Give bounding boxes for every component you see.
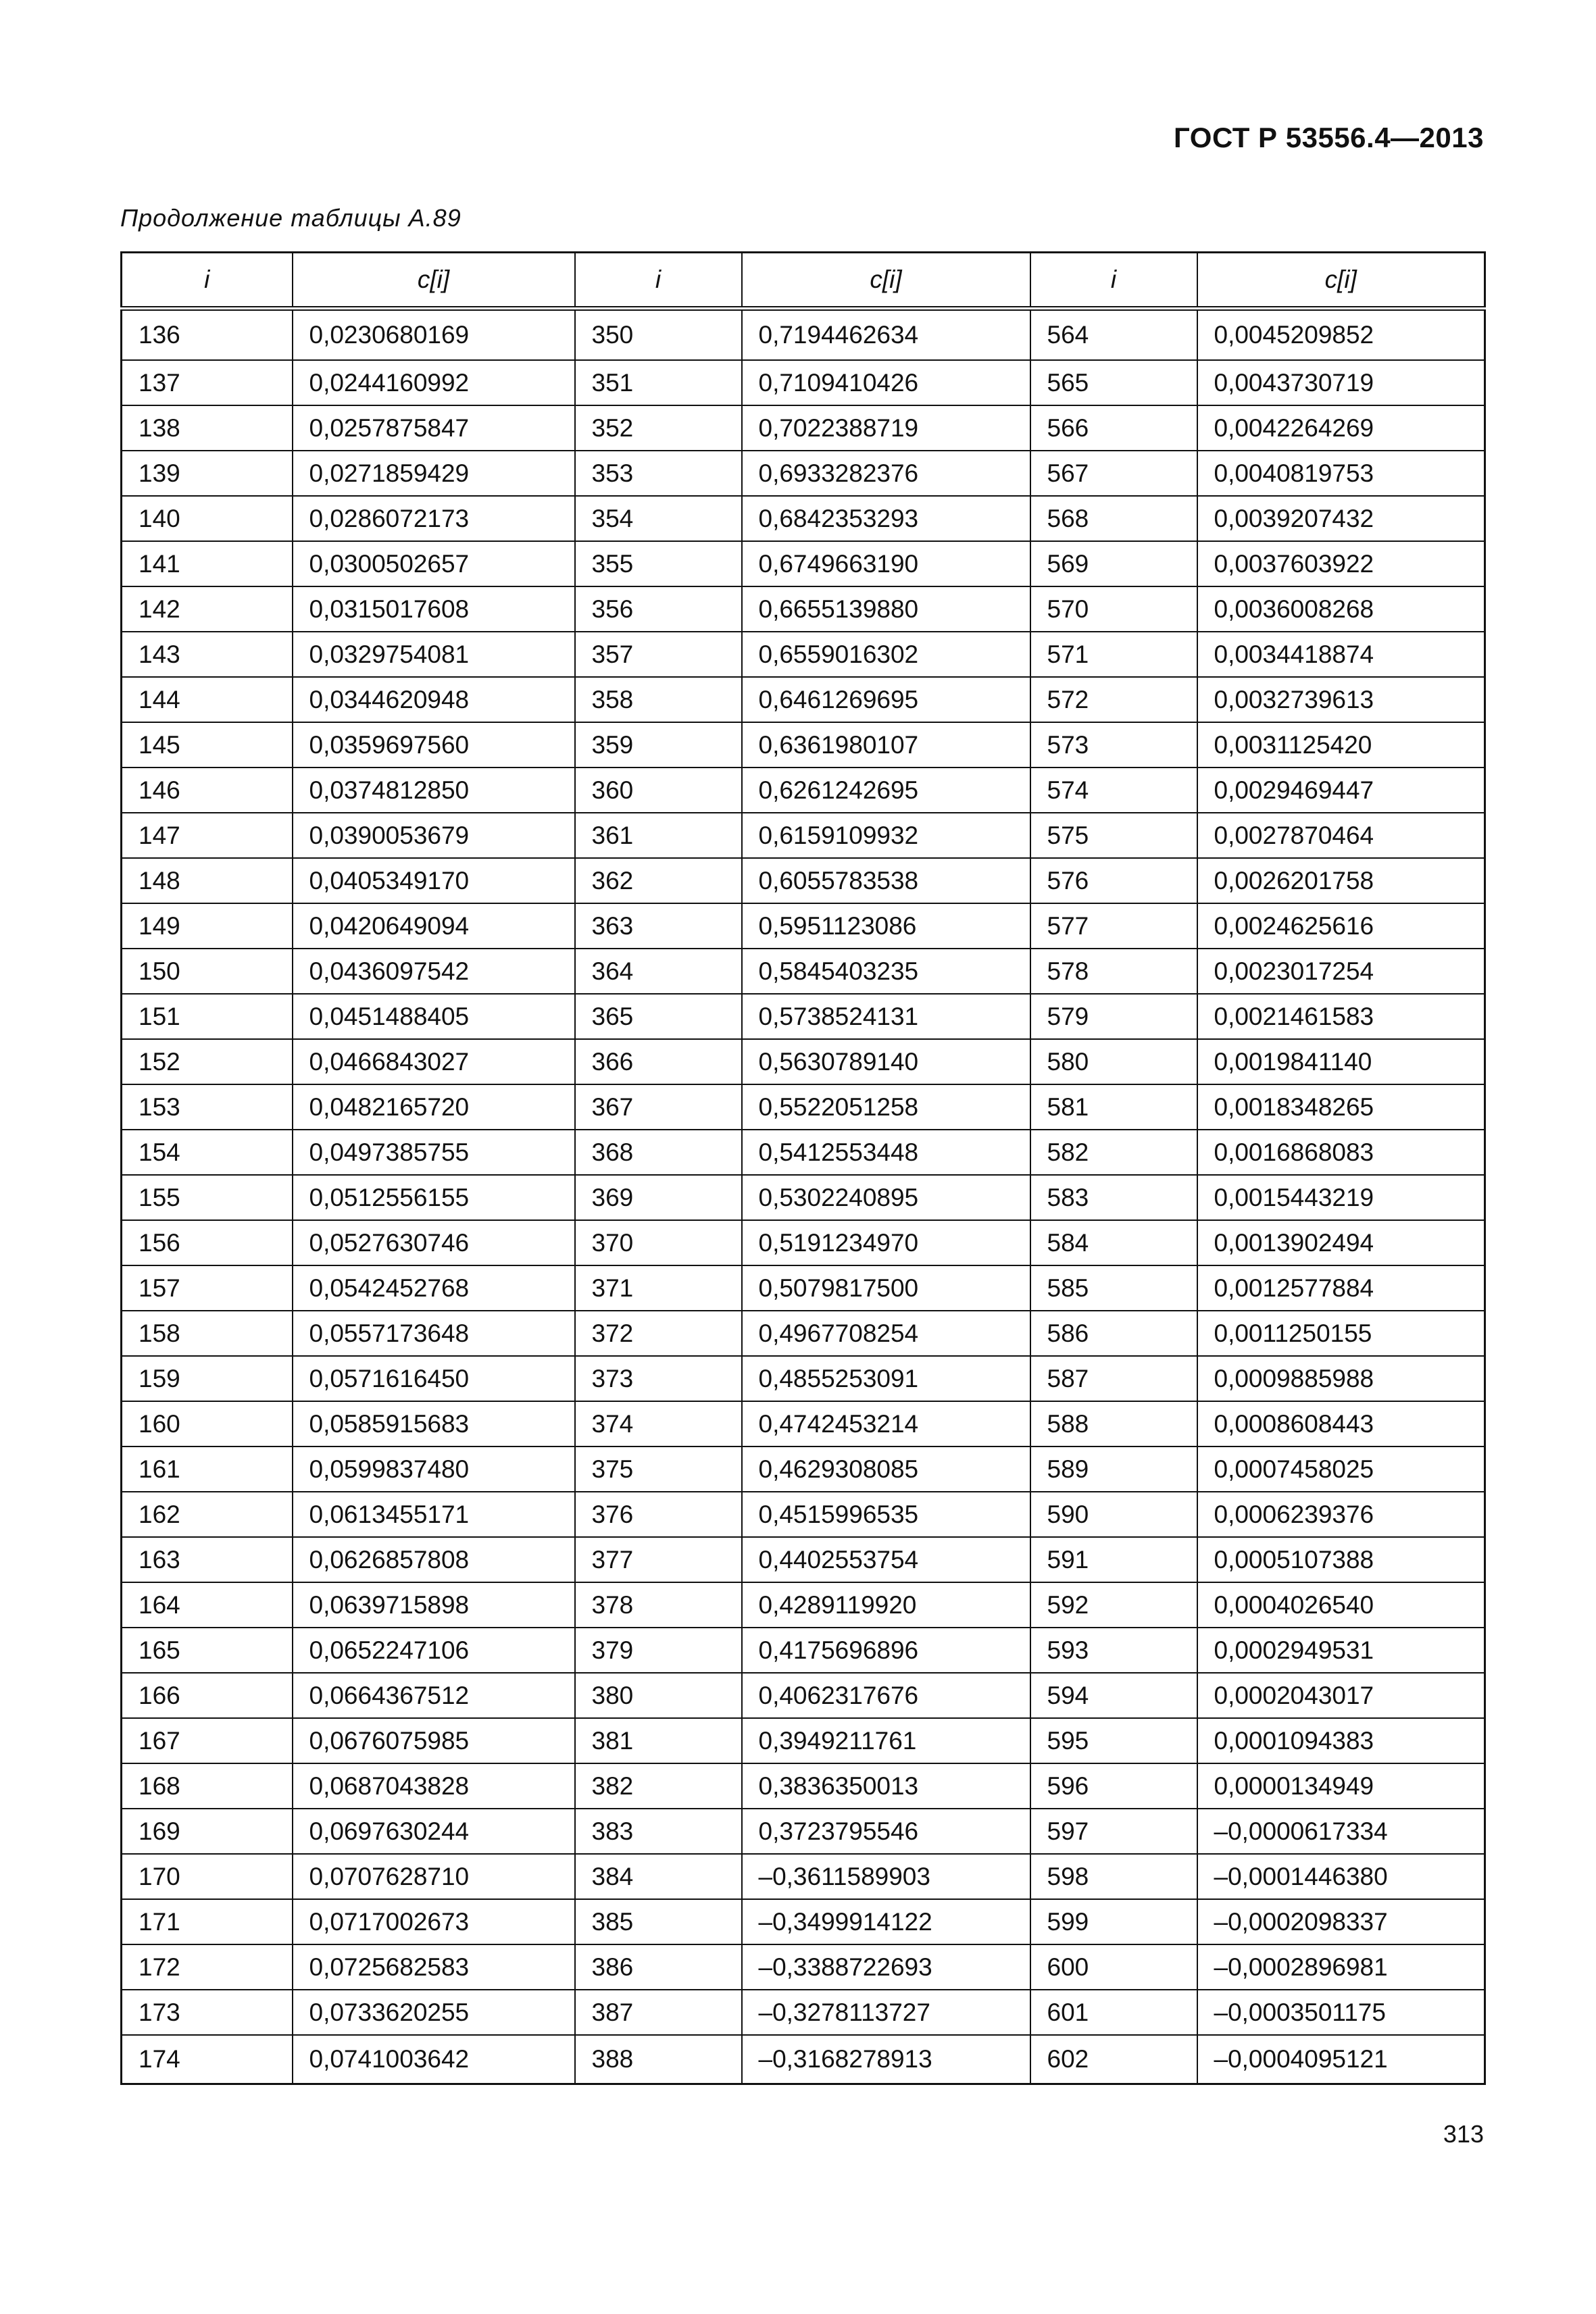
index-cell: 136 xyxy=(122,309,293,361)
table-row xyxy=(122,405,1485,451)
coefficient-cell: –0,3499914122 xyxy=(742,1899,1030,1944)
index-cell: 141 xyxy=(122,541,293,586)
table-row xyxy=(122,1039,1485,1084)
coefficient-cell: –0,0003501175 xyxy=(1197,1990,1485,2035)
index-cell: 574 xyxy=(1030,768,1197,813)
index-cell: 372 xyxy=(575,1311,742,1356)
coefficient-cell: 0,6055783538 xyxy=(742,858,1030,903)
index-cell: 597 xyxy=(1030,1809,1197,1854)
coefficient-cell: 0,0676075985 xyxy=(293,1718,575,1763)
coefficient-cell: 0,0001094383 xyxy=(1197,1718,1485,1763)
index-cell: 583 xyxy=(1030,1175,1197,1220)
index-cell: 171 xyxy=(122,1899,293,1944)
coefficient-cell: 0,0004026540 xyxy=(1197,1582,1485,1628)
index-cell: 387 xyxy=(575,1990,742,2035)
coefficient-cell: 0,7194462634 xyxy=(742,309,1030,361)
index-cell: 162 xyxy=(122,1492,293,1537)
coefficient-cell: 0,5412553448 xyxy=(742,1130,1030,1175)
table-row xyxy=(122,1265,1485,1311)
index-cell: 587 xyxy=(1030,1356,1197,1401)
index-cell: 166 xyxy=(122,1673,293,1718)
table-row xyxy=(122,1809,1485,1854)
header-row xyxy=(122,253,1485,309)
index-cell: 567 xyxy=(1030,451,1197,496)
index-cell: 172 xyxy=(122,1944,293,1990)
index-cell: 170 xyxy=(122,1854,293,1899)
table-row xyxy=(122,768,1485,813)
table-caption: Продолжение таблицы А.89 xyxy=(120,204,462,232)
coefficient-cell: 0,7109410426 xyxy=(742,360,1030,405)
coefficient-cell: 0,0002949531 xyxy=(1197,1628,1485,1673)
coefficient-cell: 0,7022388719 xyxy=(742,405,1030,451)
coefficient-cell: 0,6749663190 xyxy=(742,541,1030,586)
coefficient-cell: 0,0271859429 xyxy=(293,451,575,496)
coefficient-cell: 0,0664367512 xyxy=(293,1673,575,1718)
coefficient-cell: 0,6842353293 xyxy=(742,496,1030,541)
index-cell: 369 xyxy=(575,1175,742,1220)
coefficient-cell: 0,5738524131 xyxy=(742,994,1030,1039)
coefficient-cell: 0,0697630244 xyxy=(293,1809,575,1854)
table-row xyxy=(122,994,1485,1039)
table-row xyxy=(122,949,1485,994)
column-header-coefficient-2: c[i] xyxy=(742,253,1030,309)
index-cell: 155 xyxy=(122,1175,293,1220)
coefficient-cell: 0,0300502657 xyxy=(293,541,575,586)
index-cell: 373 xyxy=(575,1356,742,1401)
index-cell: 380 xyxy=(575,1673,742,1718)
index-cell: 142 xyxy=(122,586,293,632)
coefficient-cell: 0,0626857808 xyxy=(293,1537,575,1582)
coefficient-cell: 0,0040819753 xyxy=(1197,451,1485,496)
index-cell: 581 xyxy=(1030,1084,1197,1130)
coefficient-cell: 0,0002043017 xyxy=(1197,1673,1485,1718)
table-body xyxy=(122,309,1485,2084)
table-row xyxy=(122,677,1485,722)
coefficient-cell: 0,5951123086 xyxy=(742,903,1030,949)
index-cell: 169 xyxy=(122,1809,293,1854)
index-cell: 150 xyxy=(122,949,293,994)
coefficient-cell: –0,0002896981 xyxy=(1197,1944,1485,1990)
index-cell: 381 xyxy=(575,1718,742,1763)
index-cell: 383 xyxy=(575,1809,742,1854)
index-cell: 351 xyxy=(575,360,742,405)
coefficient-table xyxy=(120,251,1486,2085)
index-cell: 588 xyxy=(1030,1401,1197,1447)
index-cell: 158 xyxy=(122,1311,293,1356)
index-cell: 600 xyxy=(1030,1944,1197,1990)
coefficient-cell: 0,0012577884 xyxy=(1197,1265,1485,1311)
index-cell: 566 xyxy=(1030,405,1197,451)
index-cell: 582 xyxy=(1030,1130,1197,1175)
index-cell: 164 xyxy=(122,1582,293,1628)
coefficient-cell: 0,0037603922 xyxy=(1197,541,1485,586)
coefficient-cell: 0,0043730719 xyxy=(1197,360,1485,405)
coefficient-cell: 0,0390053679 xyxy=(293,813,575,858)
index-cell: 174 xyxy=(122,2035,293,2084)
coefficient-cell: 0,6933282376 xyxy=(742,451,1030,496)
table-row xyxy=(122,1084,1485,1130)
coefficient-cell: 0,0359697560 xyxy=(293,722,575,768)
index-cell: 157 xyxy=(122,1265,293,1311)
table-header xyxy=(122,253,1485,309)
coefficient-cell: 0,0436097542 xyxy=(293,949,575,994)
index-cell: 152 xyxy=(122,1039,293,1084)
index-cell: 368 xyxy=(575,1130,742,1175)
table-row xyxy=(122,1944,1485,1990)
coefficient-cell: 0,0009885988 xyxy=(1197,1356,1485,1401)
coefficient-cell: 0,0374812850 xyxy=(293,768,575,813)
coefficient-cell: 0,0005107388 xyxy=(1197,1537,1485,1582)
table-row xyxy=(122,1582,1485,1628)
index-cell: 356 xyxy=(575,586,742,632)
coefficient-cell: 0,0024625616 xyxy=(1197,903,1485,949)
table-row xyxy=(122,1356,1485,1401)
coefficient-cell: 0,5630789140 xyxy=(742,1039,1030,1084)
coefficient-cell: 0,4175696896 xyxy=(742,1628,1030,1673)
table-row xyxy=(122,1447,1485,1492)
table-row xyxy=(122,496,1485,541)
coefficient-cell: 0,0286072173 xyxy=(293,496,575,541)
index-cell: 598 xyxy=(1030,1854,1197,1899)
coefficient-cell: 0,4629308085 xyxy=(742,1447,1030,1492)
index-cell: 159 xyxy=(122,1356,293,1401)
table-row xyxy=(122,360,1485,405)
coefficient-cell: 0,6655139880 xyxy=(742,586,1030,632)
table-row xyxy=(122,632,1485,677)
index-cell: 144 xyxy=(122,677,293,722)
index-cell: 350 xyxy=(575,309,742,361)
index-cell: 137 xyxy=(122,360,293,405)
coefficient-cell: 0,0011250155 xyxy=(1197,1311,1485,1356)
coefficient-cell: 0,0585915683 xyxy=(293,1401,575,1447)
index-cell: 352 xyxy=(575,405,742,451)
index-cell: 138 xyxy=(122,405,293,451)
coefficient-cell: 0,0034418874 xyxy=(1197,632,1485,677)
index-cell: 592 xyxy=(1030,1582,1197,1628)
coefficient-cell: 0,0344620948 xyxy=(293,677,575,722)
coefficient-cell: –0,3168278913 xyxy=(742,2035,1030,2084)
index-cell: 577 xyxy=(1030,903,1197,949)
index-cell: 569 xyxy=(1030,541,1197,586)
column-header-index-1: i xyxy=(122,253,293,309)
index-cell: 585 xyxy=(1030,1265,1197,1311)
index-cell: 386 xyxy=(575,1944,742,1990)
coefficient-cell: 0,0717002673 xyxy=(293,1899,575,1944)
index-cell: 378 xyxy=(575,1582,742,1628)
index-cell: 168 xyxy=(122,1763,293,1809)
coefficient-cell: 0,0019841140 xyxy=(1197,1039,1485,1084)
coefficient-cell: 0,0015443219 xyxy=(1197,1175,1485,1220)
index-cell: 379 xyxy=(575,1628,742,1673)
table-row xyxy=(122,451,1485,496)
coefficient-cell: 0,5191234970 xyxy=(742,1220,1030,1265)
coefficient-cell: 0,0733620255 xyxy=(293,1990,575,2035)
coefficient-cell: 0,5079817500 xyxy=(742,1265,1030,1311)
index-cell: 363 xyxy=(575,903,742,949)
coefficient-cell: 0,0405349170 xyxy=(293,858,575,903)
coefficient-cell: 0,0542452768 xyxy=(293,1265,575,1311)
table-row xyxy=(122,1990,1485,2035)
coefficient-cell: 0,6559016302 xyxy=(742,632,1030,677)
table-row xyxy=(122,1718,1485,1763)
index-cell: 578 xyxy=(1030,949,1197,994)
coefficient-cell: 0,0230680169 xyxy=(293,309,575,361)
coefficient-cell: 0,0026201758 xyxy=(1197,858,1485,903)
index-cell: 589 xyxy=(1030,1447,1197,1492)
table-row xyxy=(122,541,1485,586)
index-cell: 163 xyxy=(122,1537,293,1582)
column-header-index-3: i xyxy=(1030,253,1197,309)
column-header-index-2: i xyxy=(575,253,742,309)
coefficient-cell: 0,0687043828 xyxy=(293,1763,575,1809)
table-row xyxy=(122,1537,1485,1582)
index-cell: 596 xyxy=(1030,1763,1197,1809)
index-cell: 354 xyxy=(575,496,742,541)
index-cell: 151 xyxy=(122,994,293,1039)
coefficient-cell: 0,3949211761 xyxy=(742,1718,1030,1763)
index-cell: 355 xyxy=(575,541,742,586)
coefficient-cell: 0,0006239376 xyxy=(1197,1492,1485,1537)
index-cell: 575 xyxy=(1030,813,1197,858)
coefficient-cell: 0,0007458025 xyxy=(1197,1447,1485,1492)
index-cell: 140 xyxy=(122,496,293,541)
table-row xyxy=(122,1628,1485,1673)
index-cell: 565 xyxy=(1030,360,1197,405)
coefficient-cell: 0,4742453214 xyxy=(742,1401,1030,1447)
coefficient-cell: 0,0707628710 xyxy=(293,1854,575,1899)
index-cell: 576 xyxy=(1030,858,1197,903)
coefficient-cell: 0,5845403235 xyxy=(742,949,1030,994)
index-cell: 376 xyxy=(575,1492,742,1537)
coefficient-cell: –0,3278113727 xyxy=(742,1990,1030,2035)
coefficient-cell: 0,0016868083 xyxy=(1197,1130,1485,1175)
index-cell: 160 xyxy=(122,1401,293,1447)
coefficient-cell: 0,4062317676 xyxy=(742,1673,1030,1718)
index-cell: 366 xyxy=(575,1039,742,1084)
index-cell: 584 xyxy=(1030,1220,1197,1265)
table-row xyxy=(122,1763,1485,1809)
coefficient-cell: 0,0451488405 xyxy=(293,994,575,1039)
table-row xyxy=(122,1175,1485,1220)
coefficient-cell: –0,0002098337 xyxy=(1197,1899,1485,1944)
table-row xyxy=(122,586,1485,632)
coefficient-cell: 0,0027870464 xyxy=(1197,813,1485,858)
coefficient-cell: 0,0045209852 xyxy=(1197,309,1485,361)
table-row xyxy=(122,1899,1485,1944)
coefficient-cell: 0,0613455171 xyxy=(293,1492,575,1537)
table-row xyxy=(122,1311,1485,1356)
index-cell: 382 xyxy=(575,1763,742,1809)
coefficient-cell: 0,0599837480 xyxy=(293,1447,575,1492)
coefficient-cell: 0,0466843027 xyxy=(293,1039,575,1084)
table-row xyxy=(122,2035,1485,2084)
coefficient-cell: 0,0032739613 xyxy=(1197,677,1485,722)
coefficient-cell: 0,6261242695 xyxy=(742,768,1030,813)
coefficient-cell: 0,0018348265 xyxy=(1197,1084,1485,1130)
index-cell: 572 xyxy=(1030,677,1197,722)
index-cell: 377 xyxy=(575,1537,742,1582)
column-header-coefficient-1: c[i] xyxy=(293,253,575,309)
index-cell: 590 xyxy=(1030,1492,1197,1537)
coefficient-cell: 0,0013902494 xyxy=(1197,1220,1485,1265)
coefficient-cell: 0,0244160992 xyxy=(293,360,575,405)
index-cell: 579 xyxy=(1030,994,1197,1039)
coefficient-cell: –0,3388722693 xyxy=(742,1944,1030,1990)
table-row xyxy=(122,813,1485,858)
coefficient-cell: 0,0329754081 xyxy=(293,632,575,677)
index-cell: 564 xyxy=(1030,309,1197,361)
coefficient-cell: 0,0042264269 xyxy=(1197,405,1485,451)
table-row xyxy=(122,1673,1485,1718)
table-row xyxy=(122,1401,1485,1447)
coefficient-cell: 0,0571616450 xyxy=(293,1356,575,1401)
index-cell: 173 xyxy=(122,1990,293,2035)
coefficient-cell: 0,0420649094 xyxy=(293,903,575,949)
coefficient-cell: 0,0497385755 xyxy=(293,1130,575,1175)
index-cell: 165 xyxy=(122,1628,293,1673)
index-cell: 375 xyxy=(575,1447,742,1492)
index-cell: 570 xyxy=(1030,586,1197,632)
index-cell: 161 xyxy=(122,1447,293,1492)
index-cell: 384 xyxy=(575,1854,742,1899)
index-cell: 385 xyxy=(575,1899,742,1944)
coefficient-cell: 0,0741003642 xyxy=(293,2035,575,2084)
index-cell: 371 xyxy=(575,1265,742,1311)
index-cell: 374 xyxy=(575,1401,742,1447)
coefficient-cell: 0,0023017254 xyxy=(1197,949,1485,994)
index-cell: 147 xyxy=(122,813,293,858)
coefficient-cell: 0,0725682583 xyxy=(293,1944,575,1990)
index-cell: 601 xyxy=(1030,1990,1197,2035)
index-cell: 145 xyxy=(122,722,293,768)
coefficient-cell: 0,4402553754 xyxy=(742,1537,1030,1582)
coefficient-cell: 0,0000134949 xyxy=(1197,1763,1485,1809)
index-cell: 146 xyxy=(122,768,293,813)
table-row xyxy=(122,903,1485,949)
coefficient-cell: 0,0031125420 xyxy=(1197,722,1485,768)
index-cell: 143 xyxy=(122,632,293,677)
index-cell: 573 xyxy=(1030,722,1197,768)
coefficient-cell: 0,0512556155 xyxy=(293,1175,575,1220)
table-row xyxy=(122,309,1485,361)
index-cell: 591 xyxy=(1030,1537,1197,1582)
coefficient-cell: 0,6159109932 xyxy=(742,813,1030,858)
coefficient-cell: 0,0482165720 xyxy=(293,1084,575,1130)
index-cell: 148 xyxy=(122,858,293,903)
coefficient-cell: 0,0639715898 xyxy=(293,1582,575,1628)
coefficient-cell: 0,0039207432 xyxy=(1197,496,1485,541)
coefficient-cell: 0,4515996535 xyxy=(742,1492,1030,1537)
coefficient-cell: 0,0008608443 xyxy=(1197,1401,1485,1447)
coefficient-cell: 0,0036008268 xyxy=(1197,586,1485,632)
index-cell: 361 xyxy=(575,813,742,858)
index-cell: 154 xyxy=(122,1130,293,1175)
coefficient-cell: 0,0021461583 xyxy=(1197,994,1485,1039)
coefficient-cell: –0,0004095121 xyxy=(1197,2035,1485,2084)
index-cell: 370 xyxy=(575,1220,742,1265)
index-cell: 358 xyxy=(575,677,742,722)
coefficient-cell: 0,0029469447 xyxy=(1197,768,1485,813)
index-cell: 149 xyxy=(122,903,293,949)
table-row xyxy=(122,1492,1485,1537)
coefficient-cell: 0,0257875847 xyxy=(293,405,575,451)
index-cell: 156 xyxy=(122,1220,293,1265)
coefficient-cell: –0,3611589903 xyxy=(742,1854,1030,1899)
index-cell: 364 xyxy=(575,949,742,994)
index-cell: 580 xyxy=(1030,1039,1197,1084)
index-cell: 362 xyxy=(575,858,742,903)
index-cell: 153 xyxy=(122,1084,293,1130)
standard-designation: ГОСТ Р 53556.4—2013 xyxy=(1174,122,1484,153)
index-cell: 599 xyxy=(1030,1899,1197,1944)
coefficient-cell: 0,6361980107 xyxy=(742,722,1030,768)
coefficient-cell: 0,4855253091 xyxy=(742,1356,1030,1401)
coefficient-cell: 0,5522051258 xyxy=(742,1084,1030,1130)
index-cell: 359 xyxy=(575,722,742,768)
index-cell: 602 xyxy=(1030,2035,1197,2084)
index-cell: 353 xyxy=(575,451,742,496)
index-cell: 571 xyxy=(1030,632,1197,677)
index-cell: 568 xyxy=(1030,496,1197,541)
index-cell: 167 xyxy=(122,1718,293,1763)
coefficient-cell: 0,3723795546 xyxy=(742,1809,1030,1854)
index-cell: 594 xyxy=(1030,1673,1197,1718)
coefficient-cell: –0,0001446380 xyxy=(1197,1854,1485,1899)
table-row xyxy=(122,722,1485,768)
table-row xyxy=(122,858,1485,903)
coefficient-cell: 0,4289119920 xyxy=(742,1582,1030,1628)
index-cell: 357 xyxy=(575,632,742,677)
index-cell: 586 xyxy=(1030,1311,1197,1356)
coefficient-cell: 0,6461269695 xyxy=(742,677,1030,722)
index-cell: 360 xyxy=(575,768,742,813)
index-cell: 365 xyxy=(575,994,742,1039)
index-cell: 388 xyxy=(575,2035,742,2084)
coefficient-cell: 0,3836350013 xyxy=(742,1763,1030,1809)
index-cell: 139 xyxy=(122,451,293,496)
table-row xyxy=(122,1130,1485,1175)
coefficient-cell: –0,0000617334 xyxy=(1197,1809,1485,1854)
page-number: 313 xyxy=(1443,2120,1484,2148)
coefficient-cell: 0,0557173648 xyxy=(293,1311,575,1356)
table-row xyxy=(122,1220,1485,1265)
coefficient-cell: 0,5302240895 xyxy=(742,1175,1030,1220)
index-cell: 595 xyxy=(1030,1718,1197,1763)
coefficient-cell: 0,0652247106 xyxy=(293,1628,575,1673)
column-header-coefficient-3: c[i] xyxy=(1197,253,1485,309)
index-cell: 593 xyxy=(1030,1628,1197,1673)
table-row xyxy=(122,1854,1485,1899)
index-cell: 367 xyxy=(575,1084,742,1130)
coefficient-cell: 0,0527630746 xyxy=(293,1220,575,1265)
coefficient-cell: 0,0315017608 xyxy=(293,586,575,632)
coefficient-cell: 0,4967708254 xyxy=(742,1311,1030,1356)
